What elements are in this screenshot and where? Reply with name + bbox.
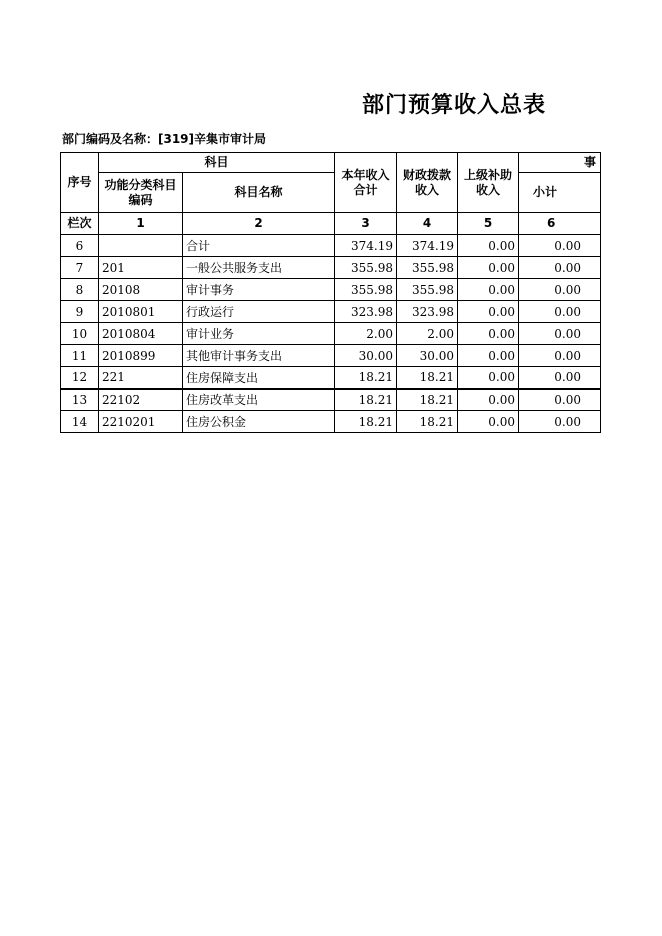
cell-fiscal: 355.98	[397, 279, 458, 301]
header-subtotal: 小计	[519, 173, 601, 213]
table-row	[61, 235, 601, 257]
cell-superior: 0.00	[458, 257, 519, 279]
cell-seq: 14	[61, 411, 99, 433]
cell-name: 住房公积金	[183, 411, 335, 433]
cell-name: 行政运行	[183, 301, 335, 323]
header-row-label: 栏次	[61, 213, 99, 235]
cell-total: 18.21	[335, 367, 397, 389]
cell-code: 221	[99, 367, 183, 389]
cell-name: 一般公共服务支出	[183, 257, 335, 279]
table-row	[61, 257, 601, 279]
cell-subtotal: 0.00	[519, 235, 601, 257]
cell-total: 18.21	[335, 389, 397, 411]
cell-superior: 0.00	[458, 323, 519, 345]
cell-fiscal: 30.00	[397, 345, 458, 367]
cell-fiscal: 2.00	[397, 323, 458, 345]
cell-code: 201	[99, 257, 183, 279]
cell-code	[99, 235, 183, 257]
cell-subtotal: 0.00	[519, 323, 601, 345]
col-num-2: 2	[183, 213, 335, 235]
cell-seq: 8	[61, 279, 99, 301]
cell-fiscal: 374.19	[397, 235, 458, 257]
cell-total: 374.19	[335, 235, 397, 257]
col-num-1: 1	[99, 213, 183, 235]
header-business-group: 事	[519, 153, 601, 173]
cell-fiscal: 323.98	[397, 301, 458, 323]
col-num-6: 6	[519, 213, 601, 235]
cell-fiscal: 18.21	[397, 367, 458, 389]
cell-superior: 0.00	[458, 301, 519, 323]
table-row	[61, 345, 601, 367]
cell-code: 22102	[99, 389, 183, 411]
header-fiscal: 财政拨款收入	[397, 153, 458, 213]
budget-table-viewport	[60, 152, 597, 438]
cell-code: 2010804	[99, 323, 183, 345]
cell-subtotal: 0.00	[519, 279, 601, 301]
cell-subtotal: 0.00	[519, 257, 601, 279]
cell-total: 323.98	[335, 301, 397, 323]
col-num-4: 4	[397, 213, 458, 235]
header-subject-name: 科目名称	[183, 173, 335, 213]
cell-seq: 6	[61, 235, 99, 257]
cell-name: 其他审计事务支出	[183, 345, 335, 367]
cell-seq: 9	[61, 301, 99, 323]
header-seq: 序号	[61, 153, 99, 213]
table-row	[61, 323, 601, 345]
cell-fiscal: 355.98	[397, 257, 458, 279]
cell-total: 355.98	[335, 279, 397, 301]
cell-subtotal: 0.00	[519, 389, 601, 411]
cell-code: 2210201	[99, 411, 183, 433]
table-row	[61, 367, 601, 389]
header-superior: 上级补助收入	[458, 153, 519, 213]
cell-superior: 0.00	[458, 389, 519, 411]
cell-name: 审计业务	[183, 323, 335, 345]
cell-seq: 13	[61, 389, 99, 411]
page-title: 部门预算收入总表	[362, 93, 547, 118]
header-total: 本年收入合计	[335, 153, 397, 213]
cell-code: 20108	[99, 279, 183, 301]
cell-seq: 10	[61, 323, 99, 345]
cell-superior: 0.00	[458, 279, 519, 301]
cell-seq: 12	[61, 367, 99, 389]
cell-subtotal: 0.00	[519, 411, 601, 433]
cell-total: 30.00	[335, 345, 397, 367]
department-label: 部门编码及名称：[319]辛集市审计局	[62, 132, 267, 146]
cell-fiscal: 18.21	[397, 389, 458, 411]
col-num-5: 5	[458, 213, 519, 235]
cell-subtotal: 0.00	[519, 301, 601, 323]
cell-name: 审计事务	[183, 279, 335, 301]
budget-income-table	[60, 152, 601, 433]
cell-fiscal: 18.21	[397, 411, 458, 433]
header-func-code: 功能分类科目编码	[99, 173, 183, 213]
table-row	[61, 411, 601, 433]
table-row	[61, 389, 601, 411]
cell-superior: 0.00	[458, 367, 519, 389]
header-subject-group: 科目	[99, 153, 335, 173]
cell-name: 住房保障支出	[183, 367, 335, 389]
cell-total: 2.00	[335, 323, 397, 345]
cell-code: 2010899	[99, 345, 183, 367]
cell-subtotal: 0.00	[519, 367, 601, 389]
col-num-3: 3	[335, 213, 397, 235]
cell-seq: 11	[61, 345, 99, 367]
cell-superior: 0.00	[458, 235, 519, 257]
cell-superior: 0.00	[458, 411, 519, 433]
cell-name: 住房改革支出	[183, 389, 335, 411]
cell-code: 2010801	[99, 301, 183, 323]
cell-total: 355.98	[335, 257, 397, 279]
table-row	[61, 279, 601, 301]
cell-name: 合计	[183, 235, 335, 257]
cell-total: 18.21	[335, 411, 397, 433]
cell-subtotal: 0.00	[519, 345, 601, 367]
table-row	[61, 301, 601, 323]
cell-superior: 0.00	[458, 345, 519, 367]
cell-seq: 7	[61, 257, 99, 279]
